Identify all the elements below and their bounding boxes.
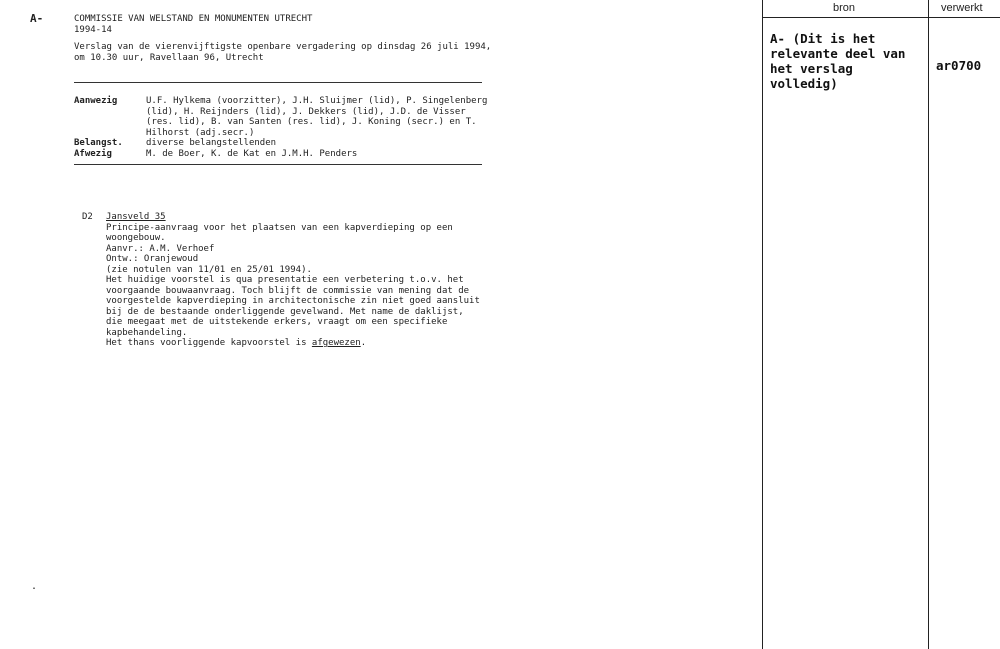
- item-address: Jansveld 35: [106, 212, 166, 222]
- table-header-rule: [762, 17, 1000, 18]
- present-line: (lid), H. Reijnders (lid), J. Dekkers (lid), J.D. de Visser: [146, 106, 466, 117]
- report-line-2: om 10.30 uur, Ravellaan 96, Utrecht: [74, 52, 264, 63]
- source-note: A- (Dit is het relevante deel van het verslag volledig): [770, 31, 906, 91]
- absent-row: [74, 149, 487, 160]
- stakeholders-text: diverse belangstellenden: [146, 138, 277, 148]
- item-line: kapbehandeling.: [106, 327, 188, 338]
- column-header-processed: verwerkt: [941, 2, 983, 14]
- report-line-1: Verslag van de vierenvijftigste openbare vergadering op dinsdag 26 juli 1994,: [74, 42, 492, 52]
- stakeholders-row: [74, 138, 487, 149]
- present-row: [74, 96, 487, 138]
- item-conclusion: [106, 338, 480, 349]
- conclusion-prefix: Het thans voorliggende kapvoorstel is: [106, 338, 312, 348]
- divider-top: [74, 82, 482, 83]
- item-line: Principe-aanvraag voor het plaatsen van een kapverdieping op een: [106, 222, 453, 233]
- item-number: D2: [82, 212, 93, 222]
- item-line: voorgestelde kapverdieping in architectonische zin niet goed aansluit: [106, 296, 480, 306]
- commission-name: COMMISSIE VAN WELSTAND EN MONUMENTEN UTRECHT: [74, 14, 313, 24]
- item-line: Het huidige voorstel is qua presentatie een verbetering t.o.v. het: [106, 275, 464, 285]
- item-line: voorgaande bouwaanvraag. Toch blijft de commissie van mening dat de: [106, 285, 470, 296]
- document-marker: A-: [30, 12, 44, 25]
- present-list: [146, 96, 487, 138]
- table-border-middle: [928, 0, 929, 649]
- column-header-source: bron: [833, 2, 856, 14]
- item-line: woongebouw.: [106, 233, 166, 243]
- item-line: Aanvr.: A.M. Verhoef: [106, 243, 215, 254]
- present-line: (res. lid), B. van Santen (res. lid), J. Koning (secr.) en T.: [146, 117, 477, 127]
- item-line: Ontw.: Oranjewoud: [106, 254, 199, 264]
- item-line: (zie notulen van 11/01 en 25/01 1994).: [106, 264, 312, 275]
- item-line: die meegaat met de uitstekende erkers, vraagt om een specifieke: [106, 317, 448, 327]
- attendance-block: [74, 96, 487, 159]
- table-border-left: [762, 0, 763, 649]
- present-label: Aanwezig: [74, 96, 118, 106]
- stray-mark: .: [31, 581, 38, 592]
- divider-bottom: [74, 164, 482, 165]
- item-body: [106, 212, 480, 349]
- absent-label: Afwezig: [74, 148, 112, 159]
- conclusion-suffix: .: [360, 338, 367, 348]
- present-line: U.F. Hylkema (voorzitter), J.H. Sluijmer (lid), P. Singelenberg: [146, 96, 488, 106]
- present-line: Hilhorst (adj.secr.): [146, 127, 255, 138]
- absent-text: M. de Boer, K. de Kat en J.M.H. Penders: [146, 148, 358, 159]
- stakeholders-label: Belangst.: [74, 138, 123, 148]
- reference-number: 1994-14: [74, 24, 112, 35]
- item-line: bij de de bestaande onderliggende gevelwand. Met name de daklijst,: [106, 306, 464, 317]
- conclusion-decision: afgewezen: [311, 338, 361, 348]
- processed-code: ar0700: [936, 58, 982, 73]
- document-header: [74, 14, 491, 63]
